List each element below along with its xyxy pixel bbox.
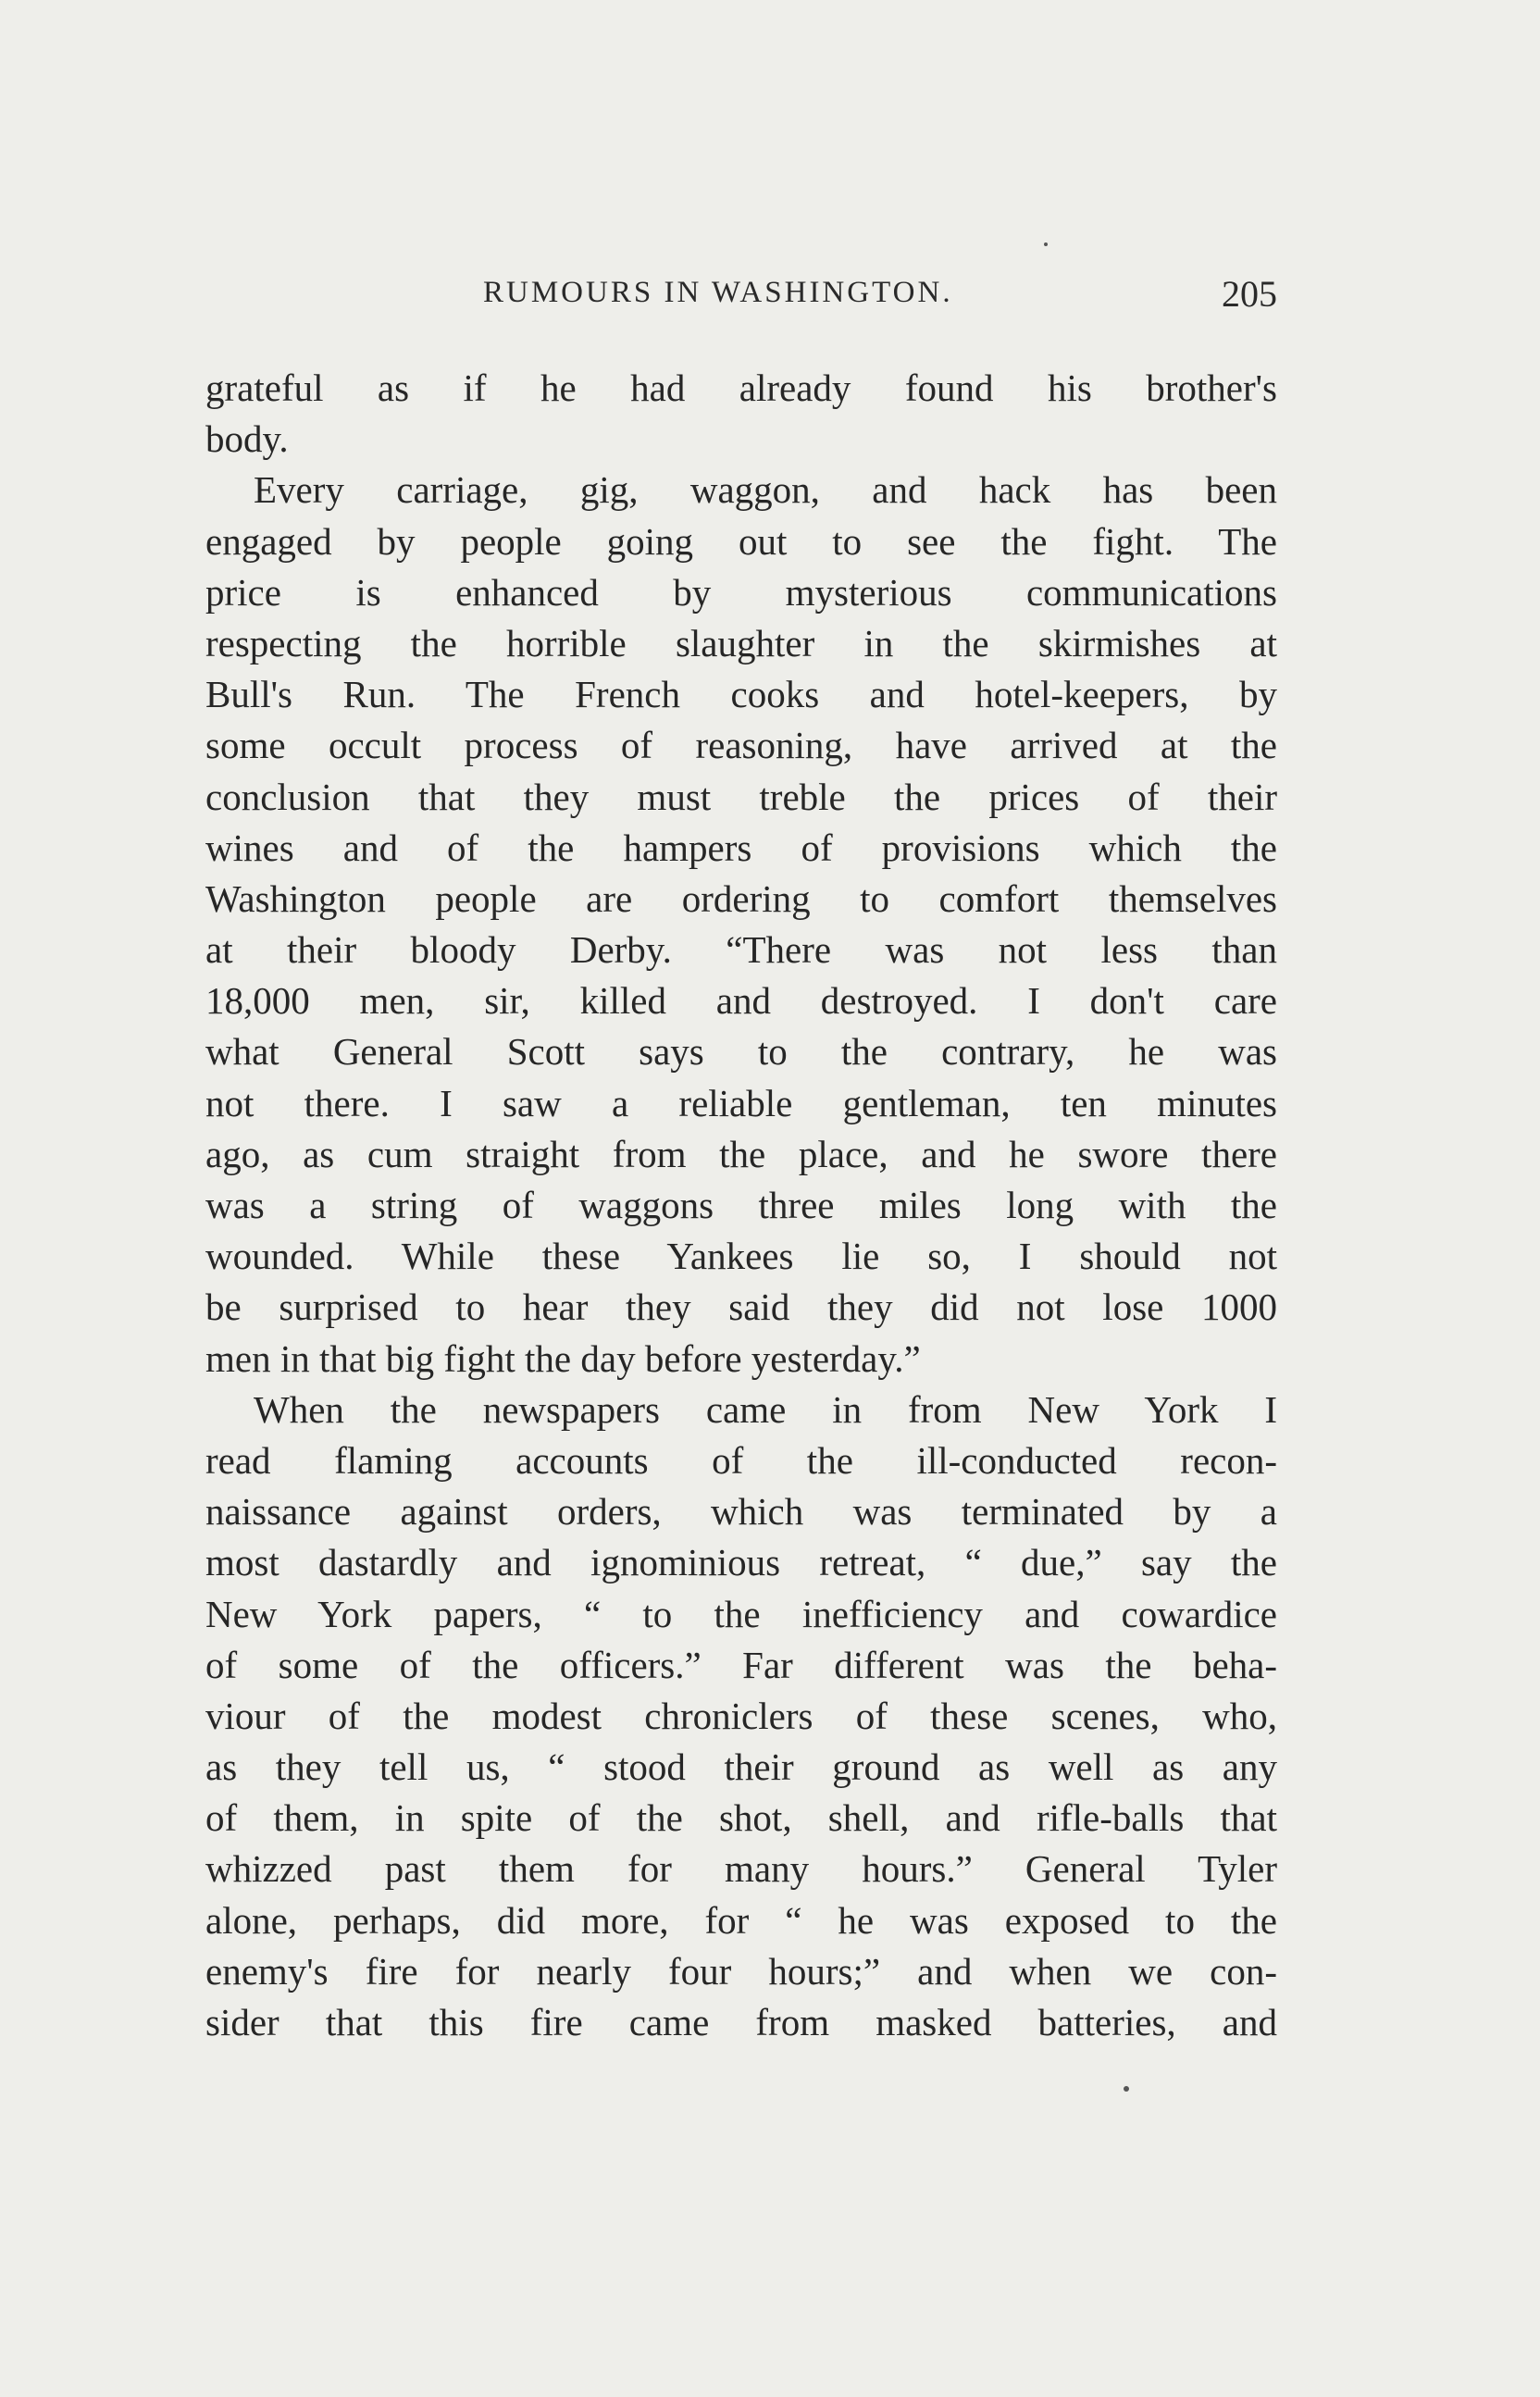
- text-line: at their bloody Derby. “There was not less than: [205, 928, 1277, 972]
- text-line: of them, in spite of the shot, shell, and rifle-balls that: [205, 1796, 1277, 1840]
- text-line: alone, perhaps, did more, for “ he was exposed to the: [205, 1898, 1277, 1942]
- text-line: body.: [205, 417, 289, 461]
- text-line: wounded. While these Yankees lie so, I should not: [205, 1235, 1277, 1278]
- text-line: grateful as if he had already found his brother's: [205, 366, 1277, 409]
- running-title: RUMOURS IN WASHINGTON.: [483, 276, 953, 309]
- text-line: as they tell us, “ stood their ground as well as any: [205, 1745, 1277, 1789]
- ink-speck: [1044, 242, 1048, 246]
- text-line: Washington people are ordering to comfort themselves: [205, 876, 1277, 920]
- text-line: New York papers, “ to the inefficiency and cowardice: [205, 1592, 1277, 1635]
- text-line: read flaming accounts of the ill-conducted recon-: [205, 1438, 1277, 1482]
- body-text: [205, 363, 1277, 2048]
- page-header: [205, 273, 1277, 322]
- text-line: engaged by people going out to see the fight. The: [205, 519, 1277, 563]
- text-line: 18,000 men, sir, killed and destroyed. I don't care: [205, 979, 1277, 1023]
- text-line: enemy's fire for nearly four hours;” and when we con-: [205, 1949, 1277, 1993]
- text-line: most dastardly and ignominious retreat, “ due,” say the: [205, 1541, 1277, 1584]
- ink-speck: [1124, 2086, 1129, 2092]
- text-line: not there. I saw a reliable gentleman, ten minutes: [205, 1081, 1277, 1124]
- text-line: price is enhanced by mysterious communications: [205, 570, 1277, 614]
- text-line: sider that this fire came from masked batteries, and: [205, 2001, 1277, 2043]
- text-line: some occult process of reasoning, have arrived at the: [205, 724, 1277, 767]
- text-line: ago, as cum straight from the place, and he swore there: [205, 1132, 1277, 1175]
- text-line: what General Scott says to the contrary, he was: [205, 1030, 1277, 1074]
- text-line: of some of the officers.” Far different was the beha-: [205, 1643, 1277, 1686]
- text-line: viour of the modest chroniclers of these scenes, who,: [205, 1694, 1277, 1737]
- page-number: 205: [1222, 273, 1277, 315]
- text-line: respecting the horrible slaughter in the skirmishes at: [205, 621, 1277, 664]
- text-line: Every carriage, gig, waggon, and hack has been: [254, 468, 1277, 512]
- text-line: be surprised to hear they said they did not lose 1000: [205, 1285, 1277, 1329]
- text-line: Bull's Run. The French cooks and hotel-keepers, by: [205, 673, 1277, 716]
- text-line: was a string of waggons three miles long with the: [205, 1184, 1277, 1226]
- text-line: naissance against orders, which was terminated by a: [205, 1490, 1277, 1534]
- text-line: whizzed past them for many hours.” General Tyler: [205, 1847, 1277, 1891]
- text-line: conclusion that they must treble the prices of their: [205, 775, 1277, 818]
- text-line: When the newspapers came in from New York I: [254, 1387, 1277, 1431]
- text-line: men in that big fight the day before yesterday.”: [205, 1336, 921, 1380]
- text-line: wines and of the hampers of provisions which the: [205, 826, 1277, 869]
